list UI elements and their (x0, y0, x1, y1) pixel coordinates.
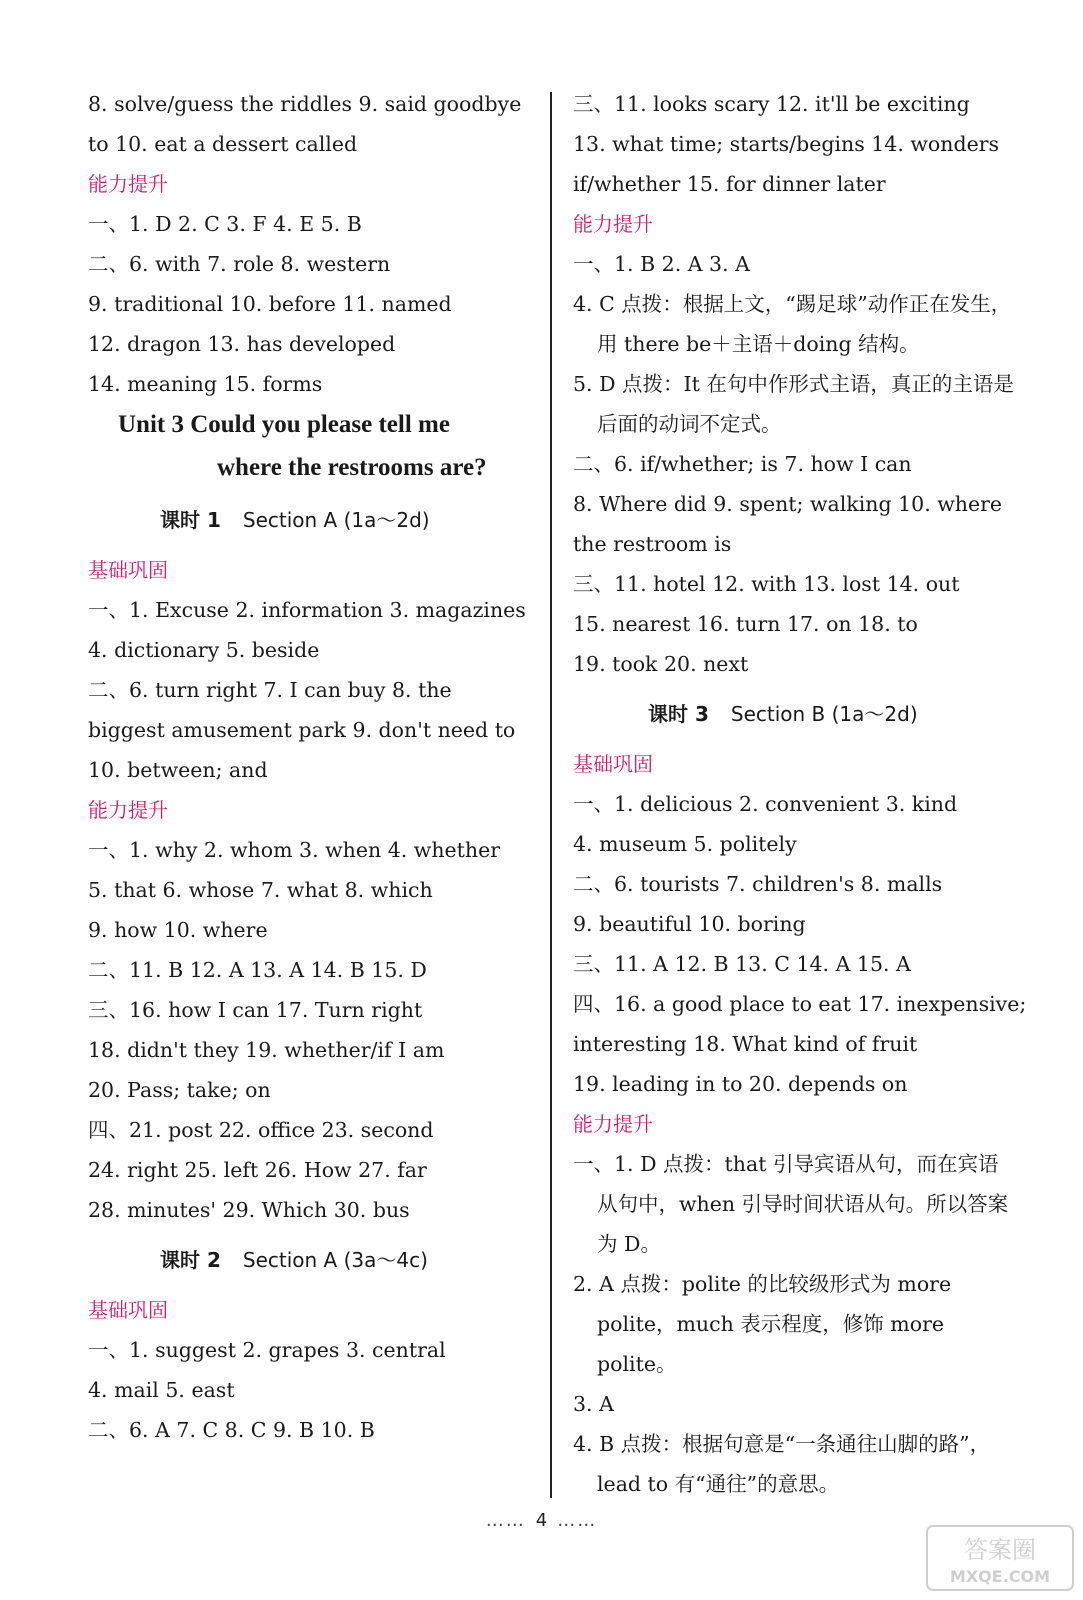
answer-line: 19. leading in to 20. depends on (573, 1072, 908, 1096)
answer-line: 9. how 10. where (88, 918, 268, 942)
answer-line: 二、6. A 7. C 8. C 9. B 10. B (88, 1418, 375, 1442)
answer-line: 4. museum 5. politely (573, 832, 797, 856)
answer-line: 4. dictionary 5. beside (88, 638, 320, 662)
lesson-section: Section A (1a～2d) (242, 508, 430, 532)
column-divider (550, 92, 552, 1498)
answer-line: 24. right 25. left 26. How 27. far (88, 1158, 427, 1182)
section-heading: 能力提升 (88, 798, 168, 822)
answer-line: 19. took 20. next (573, 652, 749, 676)
answer-line: 二、6. tourists 7. children's 8. malls (573, 872, 943, 896)
answer-explanation: 一、1. D 点拨：that 引导宾语从句，而在宾语从句中，when 引导时间状语从句。所以答案为 D。 (573, 1152, 1009, 1256)
lesson-heading (88, 490, 533, 550)
answer-line: 三、11. looks scary 12. it'll be exciting (573, 92, 970, 116)
section-heading: 基础巩固 (88, 1298, 168, 1322)
watermark-text-cn: 答案圈 (964, 1536, 1036, 1564)
answer-line: to 10. eat a dessert called (88, 132, 358, 156)
answer-line: 一、1. delicious 2. convenient 3. kind (573, 792, 958, 816)
answer-line: 二、6. with 7. role 8. western (88, 252, 391, 276)
answer-line: 二、6. if/whether; is 7. how I can (573, 452, 912, 476)
section-heading: 基础巩固 (88, 558, 168, 582)
answer-line: 三、11. hotel 12. with 13. lost 14. out (573, 572, 960, 596)
answer-line: 13. what time; starts/begins 14. wonders (573, 132, 1000, 156)
answer-line: 14. meaning 15. forms (88, 372, 323, 396)
answer-line: interesting 18. What kind of fruit (573, 1032, 918, 1056)
lesson-number: 课时 3 (648, 702, 709, 726)
watermark-text-en: MXQE.COM (949, 1567, 1051, 1586)
answer-line: 28. minutes' 29. Which 30. bus (88, 1198, 410, 1222)
answer-line: 二、11. B 12. A 13. A 14. B 15. D (88, 958, 427, 982)
left-column (88, 84, 533, 1450)
answer-explanation: 5. D 点拨：It 在句中作形式主语，真正的主语是后面的动词不定式。 (573, 372, 1014, 436)
section-heading: 基础巩固 (573, 752, 653, 776)
lesson-section: Section A (3a～4c) (242, 1248, 428, 1272)
lesson-section: Section B (1a～2d) (730, 702, 918, 726)
answer-line: the restroom is (573, 532, 732, 556)
answer-line: 三、11. A 12. B 13. C 14. A 15. A (573, 952, 911, 976)
section-heading: 能力提升 (573, 212, 653, 236)
answer-line: 一、1. D 2. C 3. F 4. E 5. B (88, 212, 362, 236)
answer-line: 一、1. why 2. whom 3. when 4. whether (88, 838, 501, 862)
answer-line: 9. beautiful 10. boring (573, 912, 806, 936)
answer-explanation: 4. B 点拨：根据句意是“一条通往山脚的路”，lead to 有“通往”的意思。 (573, 1432, 991, 1496)
section-heading: 能力提升 (88, 172, 168, 196)
answer-line: 4. mail 5. east (88, 1378, 235, 1402)
answer-line: 四、21. post 22. office 23. second (88, 1118, 434, 1142)
right-column (573, 84, 1027, 1504)
answer-line: 四、16. a good place to eat 17. inexpensive; (573, 992, 1027, 1016)
answer-line: 15. nearest 16. turn 17. on 18. to (573, 612, 918, 636)
answer-line: 一、1. suggest 2. grapes 3. central (88, 1338, 446, 1362)
answer-line: 一、1. B 2. A 3. A (573, 252, 750, 276)
section-heading: 能力提升 (573, 1112, 653, 1136)
unit-title (88, 404, 533, 490)
lesson-number: 课时 1 (160, 508, 221, 532)
lesson-heading (88, 1230, 533, 1290)
answer-explanation: 4. C 点拨：根据上文，“踢足球”动作正在发生，用 there be＋主语＋doing 结构。 (573, 292, 1012, 356)
answer-line: 9. traditional 10. before 11. named (88, 292, 452, 316)
answer-explanation: 2. A 点拨：polite 的比较级形式为 more polite，much 表示程度，修饰 more polite。 (573, 1272, 952, 1376)
answer-line: 12. dragon 13. has developed (88, 332, 396, 356)
answer-line: 二、6. turn right 7. I can buy 8. the (88, 678, 452, 702)
answer-line: if/whether 15. for dinner later (573, 172, 886, 196)
unit-title-line-1: Unit 3 Could you please tell me (118, 411, 450, 438)
answer-line: 一、1. Excuse 2. information 3. magazines (88, 598, 526, 622)
page-number-value: 4 (535, 1510, 548, 1531)
watermark-logo (925, 1524, 1075, 1592)
footer-dots-right: …… (557, 1510, 598, 1531)
answer-line: 8. Where did 9. spent; walking 10. where (573, 492, 1003, 516)
page-number (0, 1510, 1083, 1531)
answer-line: biggest amusement park 9. don't need to (88, 718, 516, 742)
answer-line: 3. A (573, 1392, 614, 1416)
answer-line: 20. Pass; take; on (88, 1078, 271, 1102)
answer-line: 10. between; and (88, 758, 268, 782)
unit-title-line-2: where the restrooms are? (217, 454, 487, 481)
answer-line: 8. solve/guess the riddles 9. said goodbye (88, 92, 522, 116)
answer-line: 18. didn't they 19. whether/if I am (88, 1038, 445, 1062)
lesson-heading (573, 684, 1018, 744)
answer-line: 三、16. how I can 17. Turn right (88, 998, 423, 1022)
lesson-number: 课时 2 (160, 1248, 221, 1272)
answer-line: 5. that 6. whose 7. what 8. which (88, 878, 433, 902)
footer-dots-left: …… (485, 1510, 526, 1531)
